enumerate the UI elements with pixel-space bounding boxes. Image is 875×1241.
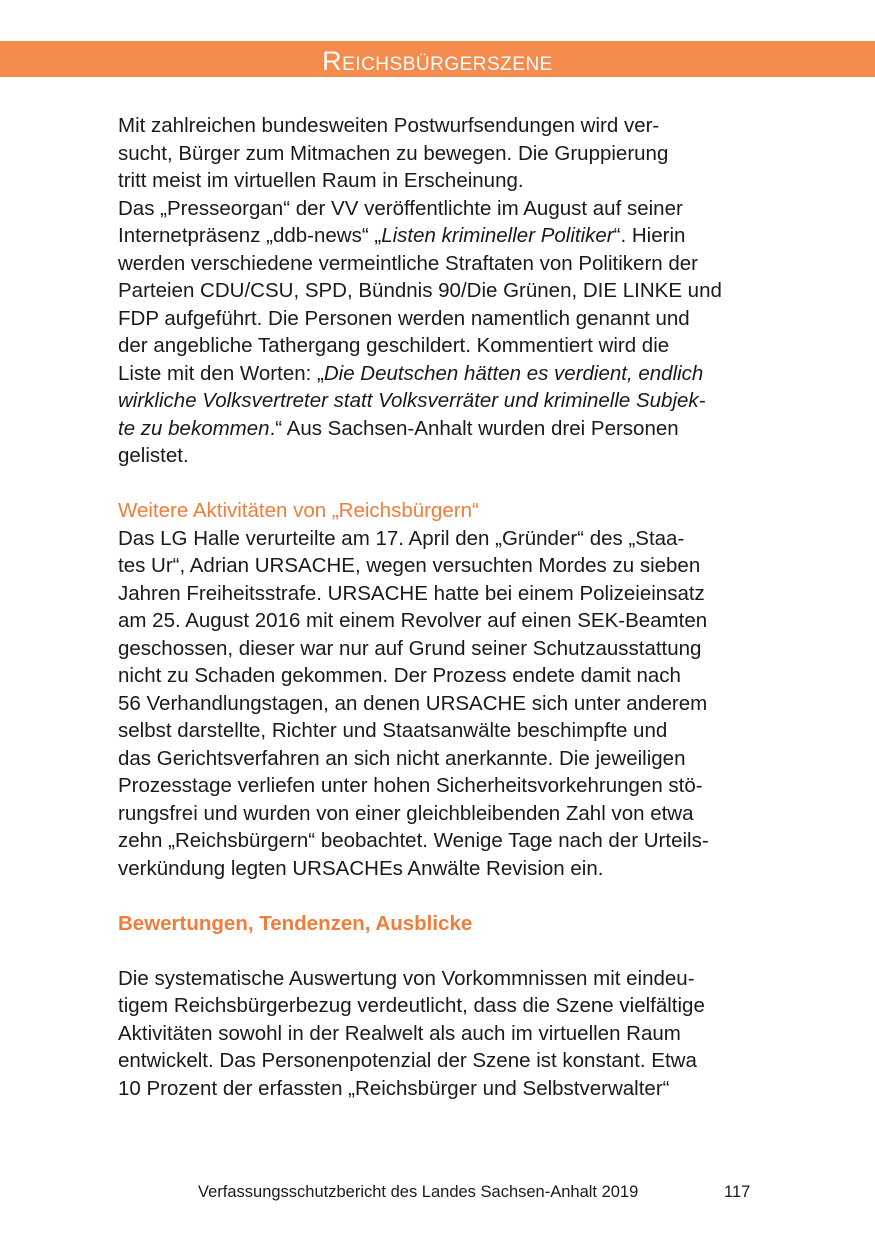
text-line: sucht, Bürger zum Mitmachen zu bewegen. Die Gruppierung bbox=[118, 141, 669, 165]
footer-publication-title: Verfassungsschutzbericht des Landes Sachsen-Anhalt 2019 bbox=[198, 1183, 639, 1201]
text-line: Liste mit den Worten: „Die Deutschen hätten es verdient, endlich bbox=[118, 361, 704, 385]
text-line: Die systematische Auswertung von Vorkommnissen mit eindeu- bbox=[118, 966, 695, 990]
section-weitere-aktivitaeten bbox=[118, 497, 758, 882]
section-header-bar bbox=[0, 41, 875, 77]
section-heading: Bewertungen, Tendenzen, Ausblicke bbox=[118, 911, 473, 935]
paragraph-bewertungen bbox=[118, 965, 758, 1103]
text-line: Internetpräsenz „ddb-news“ „Listen krimineller Politiker“. Hierin bbox=[118, 224, 686, 247]
text-line: Aktivitäten sowohl in der Realwelt als auch im virtuellen Raum bbox=[118, 1021, 681, 1045]
page-number: 117 bbox=[724, 1183, 751, 1201]
paragraph-spacer bbox=[118, 882, 758, 910]
italic-quote: wirkliche Volksvertreter statt Volksverräter und kriminelle Subjek- bbox=[118, 389, 706, 412]
text-line: Das LG Halle verurteilte am 17. April den „Gründer“ des „Staa- bbox=[118, 526, 685, 550]
main-content bbox=[118, 112, 758, 1102]
text-line: Prozesstage verliefen unter hohen Sicherheitsvorkehrungen stö- bbox=[118, 774, 703, 797]
text-line: tigem Reichsbürgerbezug verdeutlicht, dass die Szene vielfältige bbox=[118, 994, 705, 1017]
text-line: das Gerichtsverfahren an sich nicht anerkannte. Die jeweiligen bbox=[118, 746, 686, 770]
text-line: nicht zu Schaden gekommen. Der Prozess endete damit nach bbox=[118, 664, 681, 687]
text-line: selbst darstellte, Richter und Staatsanwälte beschimpfte und bbox=[118, 719, 668, 742]
text-line: werden verschiedene vermeintliche Straftaten von Politikern der bbox=[118, 251, 698, 275]
section-title: Reichsbürgerszene bbox=[322, 46, 553, 76]
text-line: rungsfrei und wurden von einer gleichbleibenden Zahl von etwa bbox=[118, 801, 694, 825]
text-line: der angebliche Tathergang geschildert. Kommentiert wird die bbox=[118, 334, 670, 357]
italic-quote: Die Deutschen hätten es verdient, endlich bbox=[323, 361, 704, 385]
text-line: FDP aufgeführt. Die Personen werden namentlich genannt und bbox=[118, 306, 690, 330]
italic-quote: te zu bekommen bbox=[118, 416, 270, 440]
text-line: am 25. August 2016 mit einem Revolver auf einen SEK-Beamten bbox=[118, 609, 708, 632]
text-line: Jahren Freiheitsstrafe. URSACHE hatte bei einem Polizeieinsatz bbox=[118, 581, 705, 605]
text-line: 56 Verhandlungstagen, an denen URSACHE sich unter anderem bbox=[118, 691, 708, 715]
paragraph-spacer bbox=[118, 470, 758, 498]
text-line: geschossen, dieser war nur auf Grund seiner Schutzausstattung bbox=[118, 636, 702, 660]
text-line: Parteien CDU/CSU, SPD, Bündnis 90/Die Grünen, DIE LINKE und bbox=[118, 279, 722, 302]
text-line: verkündung legten URSACHEs Anwälte Revision ein. bbox=[118, 856, 604, 880]
paragraph-spacer bbox=[118, 937, 758, 965]
text-line: Mit zahlreichen bundesweiten Postwurfsendungen wird ver- bbox=[118, 114, 660, 137]
text-line: tes Ur“, Adrian URSACHE, wegen versuchten Mordes zu sieben bbox=[118, 554, 701, 577]
text-line: 10 Prozent der erfassten „Reichsbürger und Selbstverwalter“ bbox=[118, 1076, 670, 1100]
paragraph-1 bbox=[118, 112, 758, 470]
text-line: te zu bekommen.“ Aus Sachsen-Anhalt wurden drei Personen bbox=[118, 416, 679, 440]
text-line: entwickelt. Das Personenpotenzial der Szene ist konstant. Etwa bbox=[118, 1049, 697, 1072]
subheading: Weitere Aktivitäten von „Reichsbürgern“ bbox=[118, 499, 479, 522]
italic-title: Listen krimineller Politiker bbox=[381, 224, 614, 247]
text-line: gelistet. bbox=[118, 444, 189, 467]
text-line: Das „Presseorgan“ der VV veröffentlichte im August auf seiner bbox=[118, 196, 683, 220]
text-line bbox=[118, 387, 758, 415]
text-line: tritt meist im virtuellen Raum in Erscheinung. bbox=[118, 169, 524, 192]
section-bewertungen bbox=[118, 910, 758, 938]
text-line: zehn „Reichsbürgern“ beobachtet. Wenige Tage nach der Urteils- bbox=[118, 829, 709, 852]
